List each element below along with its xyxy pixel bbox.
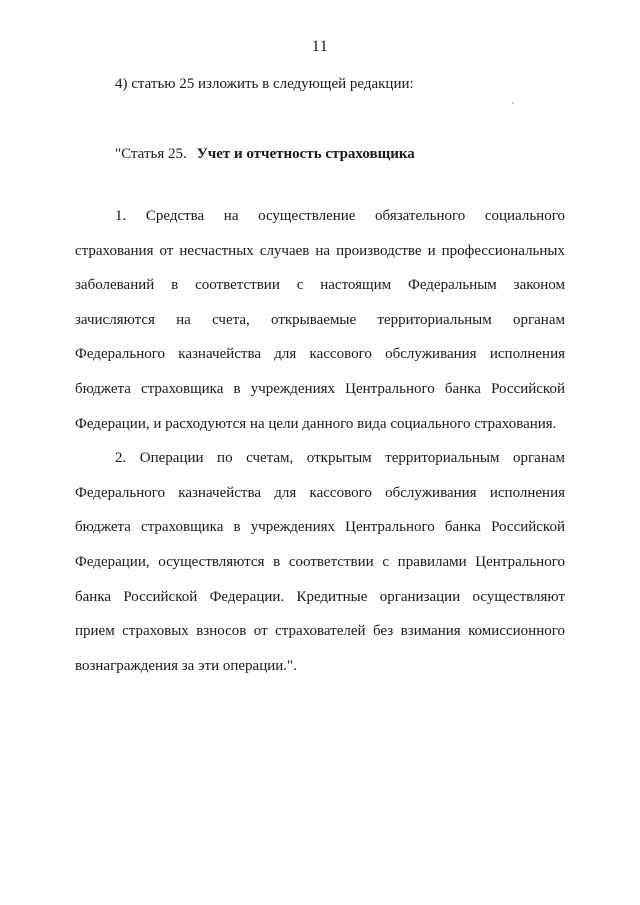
page-number: 11: [311, 38, 329, 55]
article-number: "Статья 25.: [115, 146, 187, 162]
amendment-instruction: 4) статью 25 изложить в следующей редакции:: [115, 76, 414, 92]
article-title: Учет и отчетность страховщика: [196, 146, 415, 162]
article-heading: [115, 146, 415, 163]
article-body: [75, 199, 565, 683]
paragraph-2: 2. Операции по счетам, открытым территориальным органам Федерального казначейства для кассового обслуживания исполнения бюджета страховщика в учреждениях Центрального банка Российской Федерации, осуществляются в соответствии с правилами Центрального банка Российской Федерации. Кредитные организации осуществляют прием страховых взносов от страхователей без взимания комиссионного вознаграждения за эти операции.".: [75, 450, 565, 674]
paragraph-1: 1. Средства на осуществление обязательного социального страхования от несчастных случаев на производстве и профессиональных заболеваний в соответствии с настоящим Федеральным законом зачисляются на счета, открываемые территориальным органам Федерального казначейства для кассового обслуживания исполнения бюджета страховщика в учреждениях Центрального банка Российской Федерации, и расходуются на цели данного вида социального страхования.: [75, 208, 565, 432]
scan-speck: [512, 102, 514, 104]
